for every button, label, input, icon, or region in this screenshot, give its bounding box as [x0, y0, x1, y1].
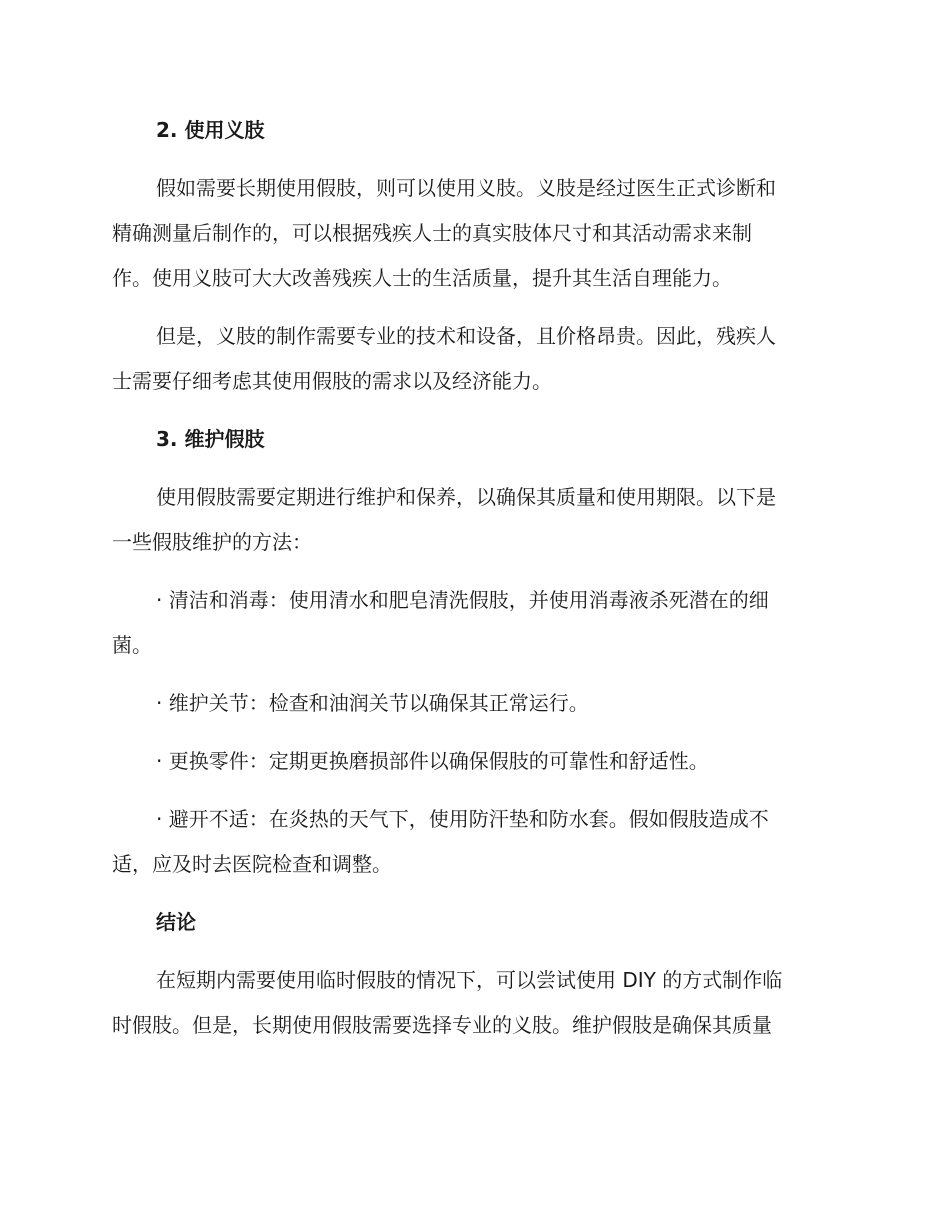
paragraph-line: 假如需要长期使用假肢，则可以使用义肢。义肢是经过医生正式诊断和	[156, 176, 776, 200]
paragraph-line: 在短期内需要使用临时假肢的情况下，可以尝试使用 DIY 的方式制作临	[156, 968, 783, 992]
bullet-line: 适，应及时去医院检查和调整。	[112, 852, 392, 876]
section-heading-conclusion: 结论	[156, 910, 196, 934]
paragraph-prosthesis-cost	[112, 314, 832, 404]
bullet-item-parts: · 更换零件：定期更换磨损部件以确保假肢的可靠性和舒适性。	[156, 749, 709, 773]
paragraph-line: 但是，义肢的制作需要专业的技术和设备，且价格昂贵。因此，残疾人	[156, 324, 776, 348]
paragraph-line: 时假肢。但是，长期使用假肢需要选择专业的义肢。维护假肢是确保其质量	[112, 1013, 772, 1037]
bullet-line: · 清洁和消毒：使用清水和肥皂清洗假肢，并使用消毒液杀死潜在的细	[156, 588, 769, 612]
paragraph-line: 精确测量后制作的，可以根据残疾人士的真实肢体尺寸和其活动需求来制	[112, 221, 752, 245]
paragraph-line: 士需要仔细考虑其使用假肢的需求以及经济能力。	[112, 369, 552, 393]
section-heading-use-prosthesis: 2. 使用义肢	[156, 118, 265, 142]
paragraph-line: 作。使用义肢可大大改善残疾人士的生活质量，提升其生活自理能力。	[112, 266, 732, 290]
bullet-line: · 避开不适：在炎热的天气下，使用防汗垫和防水套。假如假肢造成不	[156, 807, 769, 831]
bullet-item-discomfort	[112, 797, 832, 887]
document-page	[112, 108, 832, 1048]
section-heading-maintain: 3. 维护假肢	[156, 427, 265, 451]
paragraph-prosthesis-intro	[112, 166, 832, 301]
paragraph-conclusion	[112, 958, 832, 1048]
paragraph-line: 使用假肢需要定期进行维护和保养，以确保其质量和使用期限。以下是	[156, 485, 776, 509]
bullet-line: 菌。	[112, 633, 152, 657]
bullet-item-joints: · 维护关节：检查和油润关节以确保其正常运行。	[156, 691, 589, 715]
paragraph-line: 一些假肢维护的方法：	[112, 530, 312, 554]
paragraph-maintenance-intro	[112, 475, 832, 565]
bullet-item-cleaning	[112, 578, 832, 668]
